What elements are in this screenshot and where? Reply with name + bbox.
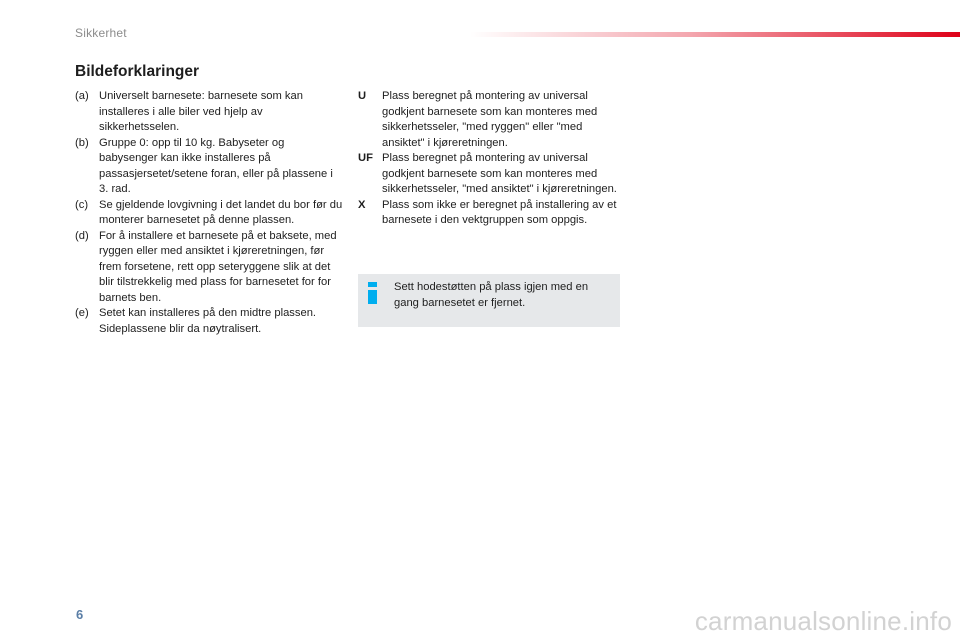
info-icon (368, 282, 377, 304)
code-key: U (358, 90, 367, 102)
note-text: Gruppe 0: opp til 10 kg. Babyseter og babysenger kan ikke installeres på passasjersetet/setene foran, eller på plassene i 3. rad. (99, 136, 333, 195)
page-number: 6 (76, 607, 84, 622)
info-box (358, 274, 620, 327)
section-label: Sikkerhet (75, 26, 127, 40)
code-key: UF (358, 152, 373, 164)
note-text: Universelt barnesete: barnesete som kan installeres i alle biler ved hjelp av sikkerhetsselen. (99, 90, 303, 133)
legend-note (75, 306, 345, 337)
header-accent-rule (470, 32, 960, 37)
note-key: (a) (75, 90, 89, 102)
legend-notes-list (75, 89, 345, 337)
note-key: (e) (75, 307, 89, 319)
code-text: Plass som ikke er beregnet på installering av et barnesete i den vektgruppen som oppgis. (382, 198, 617, 226)
code-key: X (358, 198, 366, 211)
legend-note (75, 89, 345, 136)
legend-codes-list (358, 89, 622, 229)
legend-code (358, 198, 622, 229)
info-text: Sett hodestøtten på plass igjen med en gang barnesetet er fjernet. (394, 281, 589, 309)
note-text: For å installere et barnesete på et baksete, med ryggen eller med ansiktet i kjøreretningen, før frem forsetene, rett opp seteryggene slik at det blir tilstrekkelig med plass for barnesetet for for barnets ben. (99, 229, 337, 304)
note-text: Se gjeldende lovgivning i det landet du bor før du monterer barnesetet på denne plassen. (99, 198, 343, 226)
note-key: (b) (75, 136, 89, 149)
code-text: Plass beregnet på montering av universal godkjent barnesete som kan monteres med sikkerhetsseler, "med ryggen" eller "med ansiktet" i kjøreretningen. (382, 90, 598, 149)
watermark: carmanualsonline.info (694, 606, 952, 636)
note-text: Setet kan installeres på den midtre plassen. Sideplassene blir da nøytralisert. (99, 307, 317, 335)
legend-note (75, 229, 345, 307)
legend-note (75, 198, 345, 229)
note-key: (c) (75, 198, 89, 211)
note-key: (d) (75, 229, 89, 242)
legend-code (358, 151, 622, 198)
legend-code (358, 89, 622, 151)
page-title: Bildeforklaringer (75, 63, 200, 80)
legend-note (75, 136, 345, 198)
code-text: Plass beregnet på montering av universal godkjent barnesete som kan monteres med sikkerhetsseler, "med ansiktet" i kjøreretningen. (382, 152, 617, 195)
